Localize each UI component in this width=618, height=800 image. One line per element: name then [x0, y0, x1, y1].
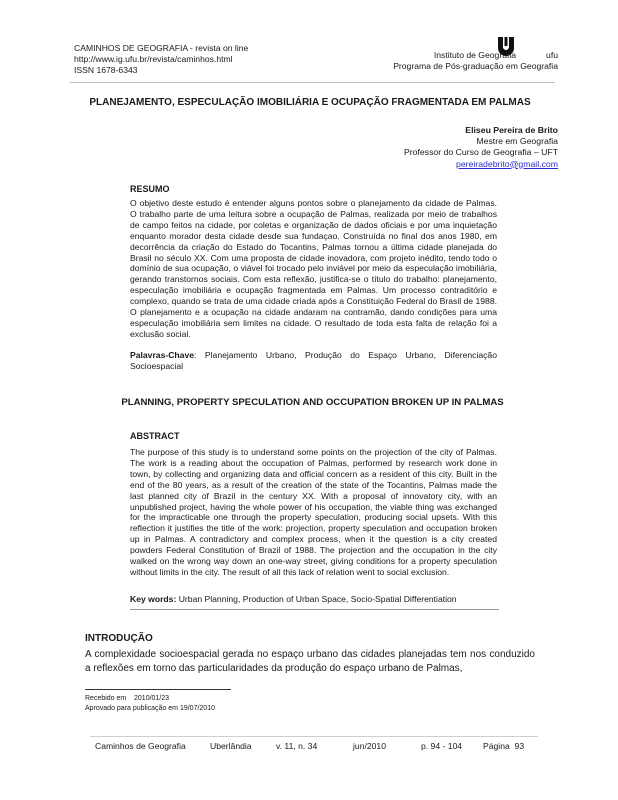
- abstract-text: The purpose of this study is to understand some points on the projection of the city of Palmas. The work is a reading about the occupation of Palmas, performed by research work done in town, by collecting and organizing data and official concern as a resident of this city. Built in the end of the 80 years, as a result of the creation of the state of the Tocantins, Palmas made the last planned city of Brazil in the century XX. With a proposal of innovatory city, with an unpublished project, having the whole power of his occupation, the viable thing was exchanged for the impracticable one through the property speculation, producing social upsets. With this reflection it justifies the title of the work: projection, property speculation and occupation broken up in Palmas. A contradictory and complex process, when it the question is a city created powders Federal Constitution of Brazil of 1988. The projection and the occupation in the city walked on the wrong way down an one-way street, giving conditions for a property speculation without limits in the city. The result of all this lack of relation went to social exclusion.: [130, 447, 497, 577]
- introduction-text: A complexidade socioespacial gerada no espaço urbano das cidades planejadas tem nos conduzido a reflexões em torno das particularidades da produção do espaço urbano de Palmas,: [85, 649, 535, 674]
- page-footer: [95, 741, 524, 751]
- journal-header: [74, 43, 248, 76]
- footnote-divider: [85, 689, 231, 690]
- footer-city: Uberlândia: [210, 741, 252, 751]
- keywords-values: Urban Planning, Production of Urban Space, Socio-Spatial Differentiation: [176, 594, 457, 604]
- journal-name: CAMINHOS DE GEOGRAFIA - revista on line: [74, 43, 249, 53]
- keywords-label: Key words:: [130, 594, 177, 604]
- english-title: PLANNING, PROPERTY SPECULATION AND OCCUPATION BROKEN UP IN PALMAS: [121, 397, 504, 408]
- author-email-link[interactable]: pereiradebrito@gmail.com: [455, 158, 558, 169]
- palavras-chave-label: Palavras-Chave: [130, 350, 195, 360]
- footer-pages: p. 94 - 104: [421, 741, 463, 751]
- footer-date: jun/2010: [353, 741, 386, 751]
- author-position: Professor do Curso de Geografia – UFT: [403, 147, 558, 158]
- palavras-chave-values: : Planejamento Urbano, Produção do Espaço Urbano, Diferenciação Socioespacial: [130, 350, 497, 371]
- author-name: Eliseu Pereira de Brito: [465, 125, 558, 135]
- introduction-heading: INTRODUÇÃO: [85, 633, 153, 644]
- ufu-label: ufu: [546, 50, 558, 60]
- abstract-divider: [130, 609, 499, 610]
- approved-date: Aprovado para publicação em 19/07/2010: [85, 704, 215, 712]
- abstract-heading: ABSTRACT: [130, 431, 180, 441]
- author-block: [404, 125, 558, 170]
- footer-journal: Caminhos de Geografia: [95, 741, 186, 751]
- header-divider: [70, 82, 555, 83]
- journal-url: http://www.ig.ufu.br/revista/caminhos.html: [74, 54, 233, 64]
- resumo-text: O objetivo deste estudo é entender alguns pontos sobre o planejamento da cidade de Palmas. O trabalho parte de uma leitura sobre a ocupação de Palmas, realizada por meio de trabalhos de campo feitos na cidade, por coletas e organização de dados oficiais e por uma inquietação enquanto morador desta cidade desde sua fundaçao. Construída no final dos anos 1980, em decorrência da criação do Estado do Tocantins, Palmas tornou a última cidade planejada do Brasil no século XX. Com uma proposta de cidade inovadora, com projeto inédito, tendo todo o domínio de sua ocupação, o viável foi trocado pelo inviável por meio da especulação imobiliária, gerando transtornos sociais. Com esta reflexão, justifica-se o título do trabalho: planejamento, especulação imobiliária e ocupação fragmentada em Palmas. Um processo contraditório e complexo, quando se trata de uma cidade criada após a Constituição Federal do Brasil de 1988. O planejamento e a ocupação na cidade andaram na contramão, dando condições para uma especulação imobiliária sem limites na cidade. O resultado de toda esta falta de relação foi a exclusão social.: [130, 198, 497, 339]
- institute-name: Instituto de Geografia: [433, 50, 517, 60]
- journal-issn: ISSN 1678-6343: [74, 65, 138, 75]
- keywords: [130, 594, 457, 604]
- resumo-heading: RESUMO: [130, 184, 170, 194]
- footer-page-number: Página 93: [483, 741, 525, 751]
- author-degree: Mestre em Geografia: [476, 136, 558, 147]
- article-title: PLANEJAMENTO, ESPECULAÇÃO IMOBILIÁRIA E OCUPAÇÃO FRAGMENTADA EM PALMAS: [89, 97, 531, 108]
- palavras-chave: [130, 350, 497, 372]
- institute-header: [393, 50, 558, 72]
- footnote: [85, 694, 215, 713]
- program-name: Programa de Pós-graduação em Geografia: [393, 61, 558, 71]
- received-date: Recebido em 2010/01/23: [85, 695, 170, 702]
- footer-volume: v. 11, n. 34: [276, 741, 318, 751]
- footer-divider: [90, 736, 538, 737]
